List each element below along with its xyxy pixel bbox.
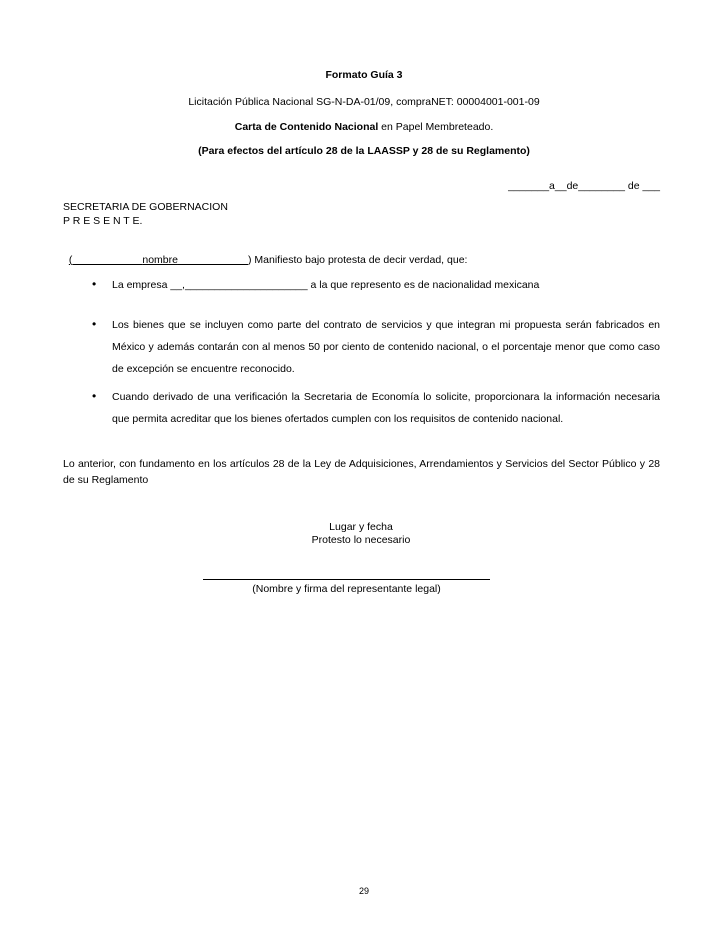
declaration-text: Manifiesto bajo protesta de decir verdad, que:: [251, 254, 468, 266]
addressee-present: P R E S E N T E.: [63, 215, 143, 227]
declaration-blank-1: [72, 254, 142, 266]
carta-title: Carta de Contenido Nacional: [234, 121, 379, 133]
bullet-marker: •: [92, 277, 97, 291]
declaration-line: [63, 242, 467, 266]
signature-caption: (Nombre y firma del representante legal): [252, 583, 441, 595]
declaration-blank-2: [178, 254, 248, 266]
place-and-date: Lugar y fecha: [329, 521, 393, 533]
bullet-text: La empresa __,_____________________ a la que represento es de nacionalidad mexicana: [112, 279, 540, 291]
licitacion-line: Licitación Pública Nacional SG-N-DA-01/09, compraNET: 00004001-001-09: [188, 96, 540, 108]
declaration-close: ): [247, 254, 252, 266]
bullet-marker: •: [92, 317, 97, 331]
declaration-open: (: [68, 254, 73, 266]
carta-line: [0, 121, 728, 133]
bullet-text: Los bienes que se incluyen como parte del contrato de servicios y que integran mi propuesta serán fabricados en México y además contarán con al menos 50 por ciento de contenido nacional, o el porcentaje menor que como caso de excepción se encuentre reconocido.: [112, 319, 660, 375]
closing-paragraph: Lo anterior, con fundamento en los artículos 28 de la Ley de Adquisiciones, Arrendamientos y Servicios del Sector Público y 28 de su Reglamento: [63, 458, 660, 486]
page-number: 29: [358, 886, 369, 896]
bullet-text: Cuando derivado de una verificación la Secretaria de Economía lo solicite, proporcionara la información necesaria que permita acreditar que los bienes ofertados cumplen con los requisitos de contenido nacional.: [112, 391, 660, 425]
declaration-nombre: nombre: [142, 254, 178, 266]
carta-suffix: en Papel Membreteado.: [378, 121, 494, 133]
bullet-marker: •: [92, 389, 97, 403]
addressee-name: SECRETARIA DE GOBERNACION: [63, 201, 228, 213]
protest-text: Protesto lo necesario: [311, 534, 411, 546]
signature-line: [203, 579, 490, 580]
date-line: _______a__de________ de ___: [508, 180, 660, 192]
subtitle: (Para efectos del artículo 28 de la LAASSP y 28 de su Reglamento): [198, 145, 530, 157]
document-title: Formato Guía 3: [325, 69, 403, 81]
